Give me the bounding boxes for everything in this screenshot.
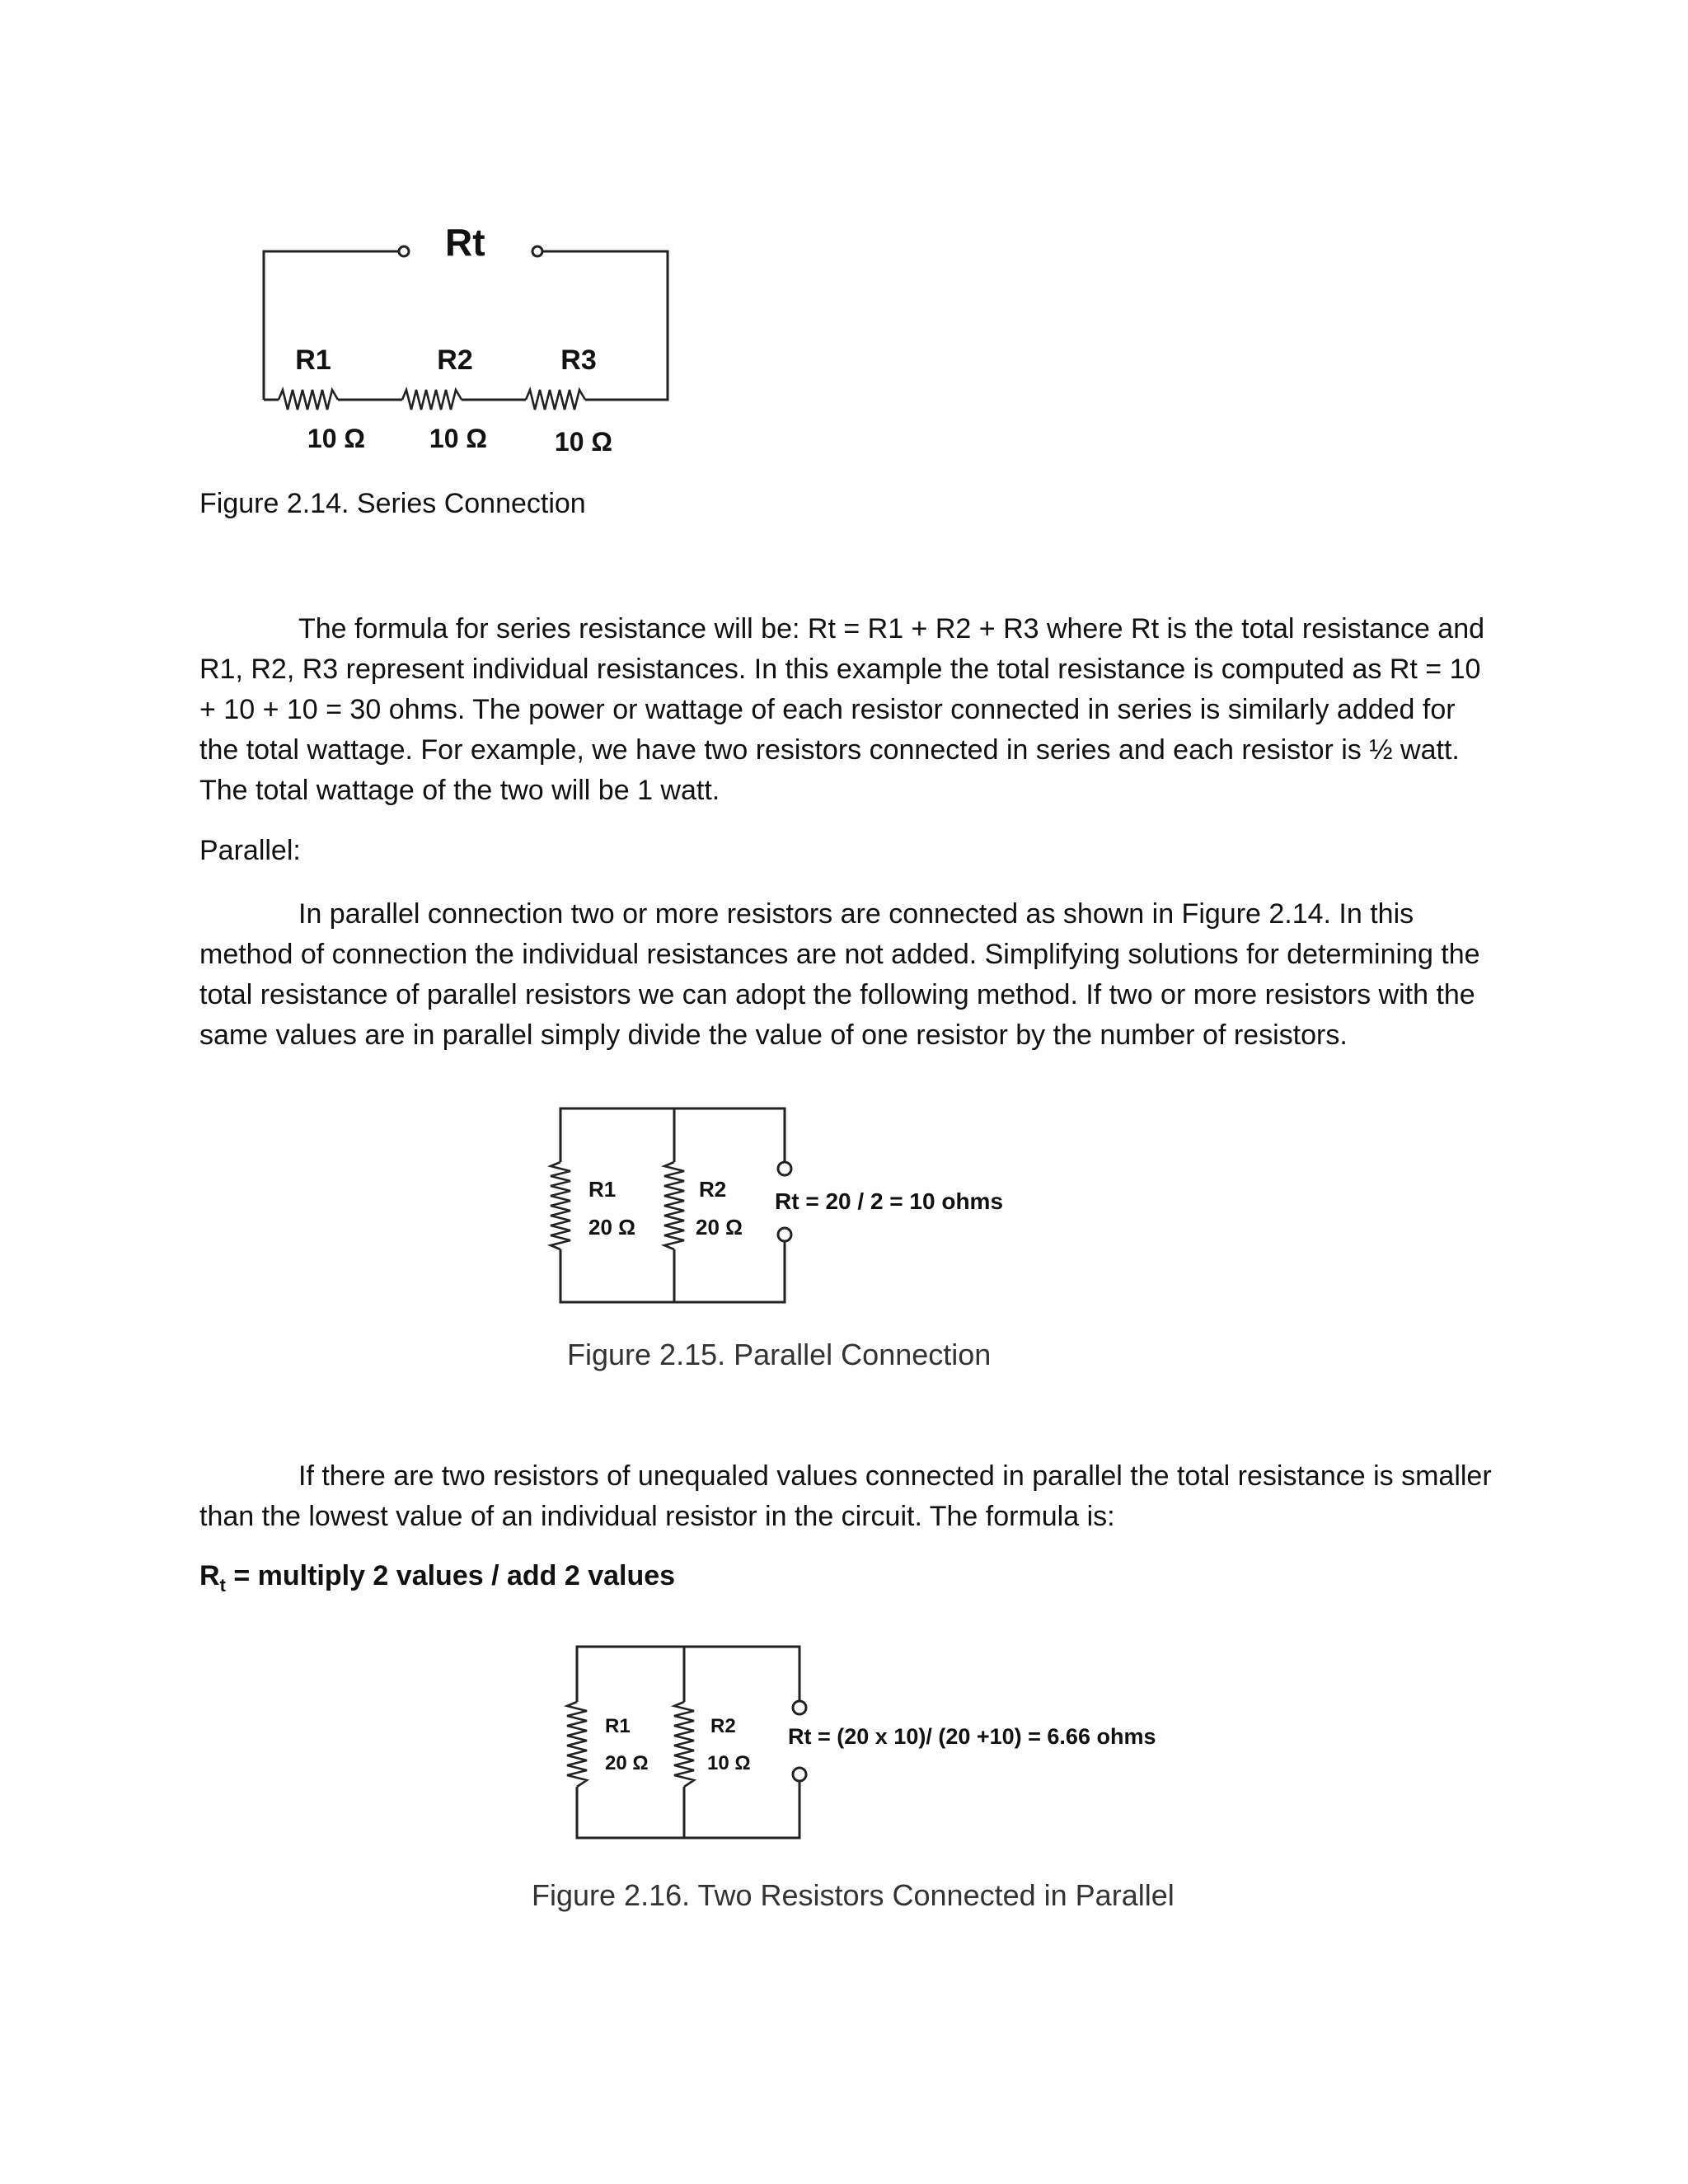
r1-resistor-symbol (551, 1162, 570, 1249)
r1-value: 10 Ω (307, 424, 366, 453)
r2-value: 10 Ω (707, 1752, 751, 1774)
figure-2-14-caption: Figure 2.14. Series Connection (199, 488, 586, 519)
r3-resistor-symbol (526, 390, 585, 410)
unequal-resistors-paragraph: If there are two resistors of unequaled values connected in parallel the total resistance is smaller than the lowest value of an individual resistor in the circuit. The formula is: (199, 1460, 1492, 1532)
r2-resistor-symbol (674, 1702, 694, 1787)
series-circuit-diagram (247, 214, 692, 462)
rt-formula: Rt = (20 x 10)/ (20 +10) = 6.66 ohms (788, 1724, 1156, 1749)
r1-name: R1 (295, 344, 331, 376)
right-terminal (532, 246, 542, 256)
rt-formula: Rt = 20 / 2 = 10 ohms (775, 1188, 1004, 1214)
r2-name: R2 (710, 1715, 736, 1737)
r2-name: R2 (437, 344, 473, 376)
bottom-terminal (778, 1228, 791, 1241)
top-terminal (793, 1701, 806, 1714)
parallel-paragraph: In parallel connection two or more resistors are connected as shown in Figure 2.14. In this method of connection the individual resistances are not added. Simplifying solutions for determining the total resistance of parallel resistors we can adopt the following method. If two or more resistors with the same values are in parallel simply divide the value of one resistor by the number of resistors. (199, 898, 1480, 1051)
r3-name: R3 (560, 344, 597, 376)
figure-2-15-caption: Figure 2.15. Parallel Connection (567, 1338, 992, 1371)
r2-resistor-symbol (664, 1162, 684, 1249)
r3-value: 10 Ω (554, 427, 613, 457)
r1-value: 20 Ω (588, 1215, 635, 1240)
outer-loop-wire (560, 1108, 785, 1302)
formula-subscript: t (219, 1574, 226, 1596)
r1-resistor-symbol (567, 1702, 587, 1787)
bottom-terminal (793, 1768, 806, 1781)
rt-label: Rt (445, 221, 485, 264)
r2-name: R2 (699, 1177, 727, 1202)
r1-name: R1 (588, 1177, 617, 1202)
formula-text: = multiply 2 values / add 2 values (225, 1560, 676, 1591)
r1-resistor-symbol (279, 390, 338, 410)
parallel-heading: Parallel: (199, 835, 301, 866)
r2-resistor-symbol (402, 390, 462, 410)
r1-value: 20 Ω (605, 1752, 649, 1774)
r2-value: 20 Ω (696, 1215, 743, 1240)
series-formula-paragraph: The formula for series resistance will be: Rt = R1 + R2 + R3 where Rt is the total resistance and R1, R2, R3 represent individual resistances. In this example the total resistance is computed as Rt = 10 + 10 + 10 = 30 ohms. The power or wattage of each resistor connected in series is similarly added for the total wattage. For example, we have two resistors connected in series and each resistor is ½ watt. The total wattage of the two will be 1 watt. (199, 613, 1485, 806)
figure-2-16-caption: Figure 2.16. Two Resistors Connected in Parallel (532, 1878, 1175, 1912)
r1-name: R1 (605, 1715, 631, 1737)
top-left-wire (264, 251, 399, 400)
parallel-circuit-diagram (544, 1100, 1055, 1315)
formula-r: R (199, 1560, 220, 1591)
parallel-formula-line (199, 1560, 675, 1596)
top-right-wire (542, 251, 668, 400)
r2-value: 10 Ω (429, 424, 488, 453)
top-terminal (778, 1162, 791, 1175)
left-terminal (399, 246, 409, 256)
unequal-parallel-circuit-diagram (560, 1640, 1187, 1854)
